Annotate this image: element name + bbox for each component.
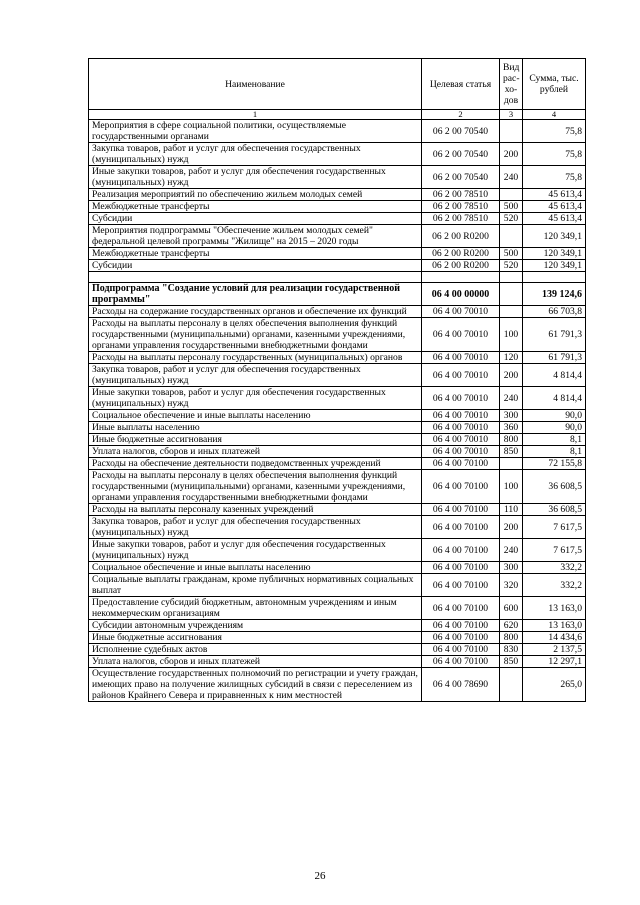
row-kind: 800: [500, 434, 523, 446]
row-name: Предоставление субсидий бюджетным, автономным учреждениям и иным некоммерческим организациям: [89, 597, 422, 620]
row-code: [422, 272, 500, 283]
row-code: 06 4 00 70100: [422, 656, 500, 668]
row-code: 06 4 00 70010: [422, 352, 500, 364]
column-number: 2: [422, 110, 500, 120]
table-row: [89, 248, 586, 260]
row-code: 06 4 00 78690: [422, 668, 500, 702]
row-name: Расходы на содержание государственных органов и обеспечение их функций: [89, 306, 422, 318]
row-name: Социальные выплаты гражданам, кроме публичных нормативных социальных выплат: [89, 574, 422, 597]
table-row: [89, 283, 586, 306]
row-sum: 61 791,3: [523, 352, 586, 364]
row-sum: 13 163,0: [523, 597, 586, 620]
row-code: 06 4 00 70100: [422, 574, 500, 597]
row-kind: 100: [500, 318, 523, 352]
row-sum: 75,8: [523, 166, 586, 189]
row-code: 06 4 00 70010: [422, 364, 500, 387]
row-kind: [500, 120, 523, 143]
row-name: Закупка товаров, работ и услуг для обеспечения государственных (муниципальных) нужд: [89, 516, 422, 539]
table-row: [89, 189, 586, 201]
row-sum: 75,8: [523, 120, 586, 143]
row-code: 06 4 00 70100: [422, 458, 500, 470]
row-sum: 90,0: [523, 422, 586, 434]
row-sum: 45 613,4: [523, 213, 586, 225]
row-name: Иные закупки товаров, работ и услуг для обеспечения государственных (муниципальных) нужд: [89, 539, 422, 562]
row-sum: 139 124,6: [523, 283, 586, 306]
row-sum: 7 617,5: [523, 516, 586, 539]
table-row: [89, 318, 586, 352]
row-kind: 500: [500, 201, 523, 213]
row-kind: 830: [500, 644, 523, 656]
row-kind: 520: [500, 213, 523, 225]
row-sum: 61 791,3: [523, 318, 586, 352]
row-sum: 36 608,5: [523, 504, 586, 516]
row-name: Расходы на выплаты персоналу государственных (муниципальных) органов: [89, 352, 422, 364]
table-row: [89, 562, 586, 574]
row-name: Осуществление государственных полномочий по регистрации и учету граждан, имеющих право на получение жилищных субсидий в связи с переселением из районов Крайнего Севера и приравненных к ним местностей: [89, 668, 422, 702]
row-kind: 520: [500, 260, 523, 272]
row-kind: 850: [500, 656, 523, 668]
table-row: [89, 201, 586, 213]
row-name: Закупка товаров, работ и услуг для обеспечения государственных (муниципальных) нужд: [89, 143, 422, 166]
header-row: [89, 59, 586, 110]
row-code: 06 2 00 R0200: [422, 248, 500, 260]
row-name: Иные бюджетные ассигнования: [89, 632, 422, 644]
column-number: 1: [89, 110, 422, 120]
row-code: 06 4 00 70010: [422, 410, 500, 422]
column-number-row: [89, 110, 586, 120]
row-name: Реализация мероприятий по обеспечению жильем молодых семей: [89, 189, 422, 201]
header-kind: Вид рас- хо- дов: [500, 59, 523, 110]
row-name: Иные бюджетные ассигнования: [89, 434, 422, 446]
row-code: 06 4 00 70100: [422, 632, 500, 644]
table-row: [89, 364, 586, 387]
row-sum: 120 349,1: [523, 225, 586, 248]
row-kind: 100: [500, 470, 523, 504]
row-code: 06 2 00 70540: [422, 120, 500, 143]
table-row: [89, 458, 586, 470]
row-sum: 265,0: [523, 668, 586, 702]
row-code: 06 4 00 70100: [422, 504, 500, 516]
row-name: Мероприятия в сфере социальной политики, осуществляемые государственными органами: [89, 120, 422, 143]
row-name: Расходы на обеспечение деятельности подведомственных учреждений: [89, 458, 422, 470]
row-sum: 75,8: [523, 143, 586, 166]
table-row: [89, 446, 586, 458]
row-sum: 8,1: [523, 434, 586, 446]
table-row: [89, 225, 586, 248]
table-row: [89, 597, 586, 620]
row-kind: 360: [500, 422, 523, 434]
row-sum: 66 703,8: [523, 306, 586, 318]
row-name: Социальное обеспечение и иные выплаты населению: [89, 410, 422, 422]
table-row: [89, 213, 586, 225]
row-code: 06 4 00 70100: [422, 644, 500, 656]
table-row: [89, 120, 586, 143]
row-code: 06 2 00 78510: [422, 201, 500, 213]
row-kind: 240: [500, 166, 523, 189]
column-number: 3: [500, 110, 523, 120]
row-sum: 72 155,8: [523, 458, 586, 470]
row-sum: 120 349,1: [523, 260, 586, 272]
row-name: Расходы на выплаты персоналу в целях обеспечения выполнения функций государственными (муниципальными) органами, казенными учреждениями, органами управления государственными внебюджетными фондами: [89, 470, 422, 504]
row-kind: [500, 283, 523, 306]
table-row: [89, 306, 586, 318]
row-name: Уплата налогов, сборов и иных платежей: [89, 446, 422, 458]
row-kind: 240: [500, 387, 523, 410]
row-kind: 300: [500, 410, 523, 422]
row-code: 06 4 00 70010: [422, 434, 500, 446]
table-body: [89, 120, 586, 702]
row-code: 06 2 00 70540: [422, 143, 500, 166]
table-row: [89, 352, 586, 364]
row-code: 06 2 00 78510: [422, 213, 500, 225]
row-kind: 500: [500, 248, 523, 260]
row-code: 06 2 00 R0200: [422, 260, 500, 272]
table-row: [89, 668, 586, 702]
row-sum: 7 617,5: [523, 539, 586, 562]
table-row: [89, 632, 586, 644]
row-code: 06 2 00 70540: [422, 166, 500, 189]
row-name: Иные закупки товаров, работ и услуг для обеспечения государственных (муниципальных) нужд: [89, 166, 422, 189]
row-sum: 45 613,4: [523, 189, 586, 201]
row-code: 06 4 00 70010: [422, 318, 500, 352]
row-name: Субсидии автономным учреждениям: [89, 620, 422, 632]
row-code: 06 4 00 70100: [422, 597, 500, 620]
row-code: 06 4 00 70010: [422, 446, 500, 458]
row-kind: 240: [500, 539, 523, 562]
header-name: Наименование: [89, 59, 422, 110]
row-name: Межбюджетные трансферты: [89, 248, 422, 260]
table-row: [89, 516, 586, 539]
table-row: [89, 644, 586, 656]
row-kind: 320: [500, 574, 523, 597]
table-row: [89, 410, 586, 422]
row-name: Подпрограмма "Создание условий для реализации государственной программы": [89, 283, 422, 306]
table-row: [89, 143, 586, 166]
row-name: [89, 272, 422, 283]
row-kind: 600: [500, 597, 523, 620]
row-name: Мероприятия подпрограммы "Обеспечение жильем молодых семей" федеральной целевой программы "Жилище" на 2015 – 2020 годы: [89, 225, 422, 248]
row-kind: 800: [500, 632, 523, 644]
row-name: Социальное обеспечение и иные выплаты населению: [89, 562, 422, 574]
row-sum: 45 613,4: [523, 201, 586, 213]
row-name: Субсидии: [89, 260, 422, 272]
row-name: Расходы на выплаты персоналу казенных учреждений: [89, 504, 422, 516]
row-sum: 4 814,4: [523, 364, 586, 387]
row-name: Расходы на выплаты персоналу в целях обеспечения выполнения функций государственными (муниципальными) органами, казенными учреждениями, органами управления государственными внебюджетными фондами: [89, 318, 422, 352]
row-name: Субсидии: [89, 213, 422, 225]
row-code: 06 4 00 00000: [422, 283, 500, 306]
row-code: 06 4 00 70100: [422, 562, 500, 574]
header-sum: Сумма, тыс. рублей: [523, 59, 586, 110]
row-kind: 200: [500, 516, 523, 539]
budget-table: [88, 58, 586, 702]
table-row: [89, 656, 586, 668]
row-code: 06 2 00 78510: [422, 189, 500, 201]
row-sum: 120 349,1: [523, 248, 586, 260]
row-kind: 620: [500, 620, 523, 632]
header-code: Целевая статья: [422, 59, 500, 110]
row-sum: 12 297,1: [523, 656, 586, 668]
table-row: [89, 574, 586, 597]
row-code: 06 4 00 70010: [422, 387, 500, 410]
table-row: [89, 539, 586, 562]
row-sum: [523, 272, 586, 283]
row-name: Исполнение судебных актов: [89, 644, 422, 656]
row-kind: 200: [500, 143, 523, 166]
table-row: [89, 260, 586, 272]
row-kind: [500, 668, 523, 702]
row-kind: [500, 272, 523, 283]
row-kind: [500, 189, 523, 201]
column-number: 4: [523, 110, 586, 120]
row-kind: 300: [500, 562, 523, 574]
row-kind: [500, 458, 523, 470]
row-name: Закупка товаров, работ и услуг для обеспечения государственных (муниципальных) нужд: [89, 364, 422, 387]
row-code: 06 4 00 70100: [422, 539, 500, 562]
row-sum: 13 163,0: [523, 620, 586, 632]
row-code: 06 4 00 70100: [422, 470, 500, 504]
row-sum: 36 608,5: [523, 470, 586, 504]
row-sum: 332,2: [523, 574, 586, 597]
row-kind: 110: [500, 504, 523, 516]
row-kind: 120: [500, 352, 523, 364]
row-sum: 4 814,4: [523, 387, 586, 410]
row-name: Уплата налогов, сборов и иных платежей: [89, 656, 422, 668]
table-row: [89, 387, 586, 410]
row-sum: 90,0: [523, 410, 586, 422]
row-kind: [500, 225, 523, 248]
row-code: 06 4 00 70100: [422, 516, 500, 539]
row-name: Иные закупки товаров, работ и услуг для обеспечения государственных (муниципальных) нужд: [89, 387, 422, 410]
page-number: 26: [314, 870, 326, 882]
row-code: 06 4 00 70100: [422, 620, 500, 632]
row-sum: 8,1: [523, 446, 586, 458]
row-code: 06 4 00 70010: [422, 422, 500, 434]
table-row: [89, 422, 586, 434]
row-kind: 850: [500, 446, 523, 458]
table-row: [89, 620, 586, 632]
table-row: [89, 166, 586, 189]
row-code: 06 4 00 70010: [422, 306, 500, 318]
row-kind: [500, 306, 523, 318]
spacer-row: [89, 272, 586, 283]
table-row: [89, 504, 586, 516]
table-row: [89, 470, 586, 504]
row-kind: 200: [500, 364, 523, 387]
row-sum: 14 434,6: [523, 632, 586, 644]
row-code: 06 2 00 R0200: [422, 225, 500, 248]
table-row: [89, 434, 586, 446]
row-name: Межбюджетные трансферты: [89, 201, 422, 213]
row-sum: 332,2: [523, 562, 586, 574]
row-sum: 2 137,5: [523, 644, 586, 656]
row-name: Иные выплаты населению: [89, 422, 422, 434]
